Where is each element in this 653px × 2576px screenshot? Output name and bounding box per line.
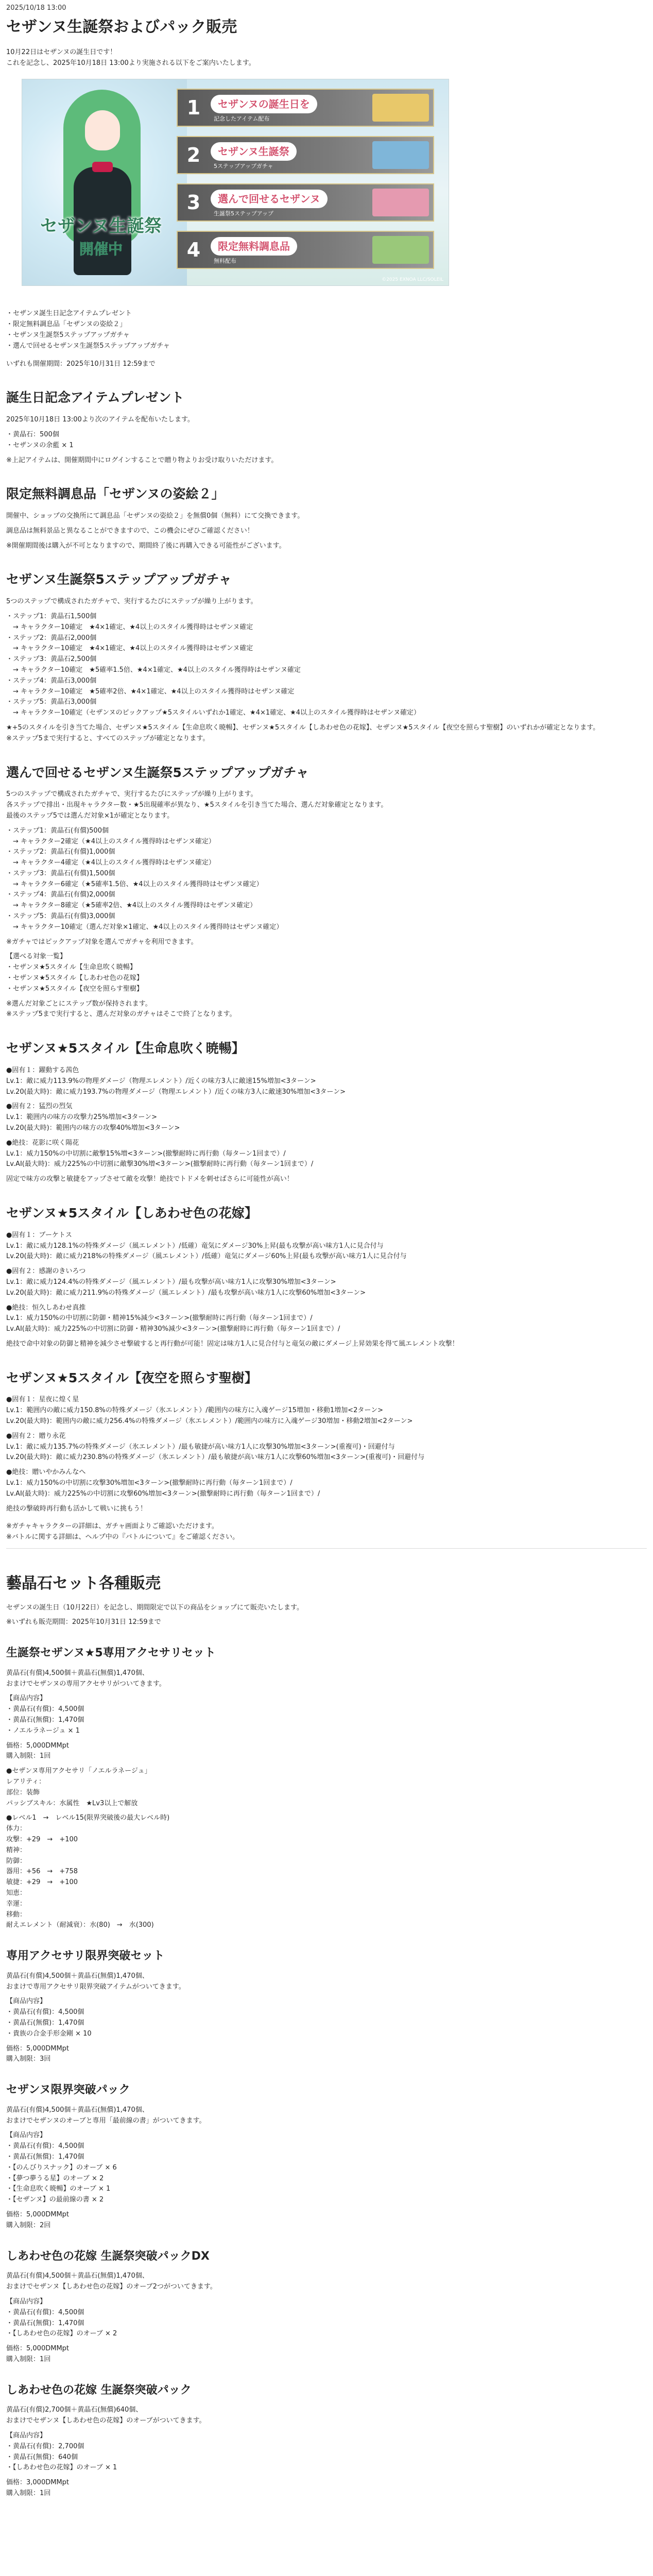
spacer	[6, 2340, 647, 2344]
spacer	[6, 1737, 647, 1741]
section-line: ・【しあわせ色の花嫁】のオーブ × 1	[6, 2464, 117, 2472]
spacer	[6, 1335, 647, 1339]
section-line: 絶技の撃破時再行動も活かして戦いに挑もう！	[6, 1504, 147, 1513]
post-date: 2025/10/18 13:00	[6, 4, 66, 12]
section-line: 【商品内容】	[6, 2431, 47, 2439]
spacer	[6, 1689, 647, 1693]
section-line: Lv.1：範囲内の味方の攻撃力25%増加<3ターン>	[6, 1113, 158, 1122]
section-heading: しあわせ色の花嫁 生誕祭突破パック	[6, 2383, 192, 2397]
note-line: ※ガチャキャラクターの詳細は、ガチャ画面よりご確認いただけます。	[6, 1522, 218, 1531]
section-line: ・ステップ1：黄晶石1,500個	[6, 613, 97, 620]
section-line: 攻撃：+29 → +100	[6, 1835, 78, 1843]
section-line: 価格：5,000DMMpt	[6, 1741, 70, 1750]
section-line: ・黄晶石(有償)：4,500個	[6, 2142, 84, 2150]
section-line: → キャラクター10確定 ★5確率1.5倍、★4×1確定、★4以上のスタイル獲得時はセザンヌ確定	[6, 666, 301, 674]
section-line: 購入制限：2回	[6, 2221, 51, 2229]
section-line: 購入制限：3回	[6, 2055, 51, 2063]
section-line: レアリティ：	[6, 1777, 46, 1786]
summary-period: いずれも開催期間：2025年10月31日 12:59まで	[6, 360, 156, 368]
event-logo-title: セザンヌ生誕祭	[40, 216, 162, 237]
section-line: ※上記アイテムは、開催期間中にログインすることで贈り物よりお受け取りいただけます。	[6, 456, 278, 464]
section-line: ●絶技：恒久しあわせ真推	[6, 1303, 86, 1312]
section-line: 購入制限：1回	[6, 1752, 51, 1760]
section-line: ・黄晶石(無償)：640個	[6, 2453, 78, 2461]
section-heading: セザンヌ生誕祭5ステップアップガチャ	[6, 572, 232, 587]
section-line: 敏捷：+29 → +100	[6, 1878, 78, 1887]
section-line: 【選べる対象一覧】	[6, 953, 67, 961]
section-line: ●絶技：贈いやかみんなへ	[6, 1468, 86, 1477]
section-line: 購入制限：1回	[6, 2355, 51, 2363]
section-heading: セザンヌ★5スタイル【生命息吹く暁暢】	[6, 1041, 245, 1056]
section-line: 【商品内容】	[6, 2131, 47, 2140]
section-line: Lv.20(最大時)：敵に威力218%の特殊ダメージ（風エレメント）/低確）竜気にダメージ60%上昇(最も攻撃が高い味方1人に見合付与	[6, 1252, 407, 1261]
section-line: 価格：5,000DMMpt	[6, 2044, 70, 2053]
spacer	[6, 1299, 647, 1303]
section-line: 黄晶石(有償)4,500個＋黄晶石(無償)1,470個、	[6, 1972, 149, 1980]
section-line: 最後のステップ5では選んだ対象×1が確定となります。	[6, 811, 174, 820]
spacer	[6, 426, 647, 430]
step-note: 記念したアイテム配布	[214, 115, 270, 123]
section	[6, 389, 647, 466]
section-heading: 限定無料調息品「セザンヌの姿絵２」	[6, 486, 225, 502]
character-ribbon	[92, 162, 113, 172]
section	[6, 1573, 647, 1628]
step-thumbnail	[372, 236, 429, 264]
section-line: 調息品は無料景品と異なることができますので、この機会にぜひご確認ください！	[6, 527, 254, 535]
section-line: ※いずれも販売期間：2025年10月31日 12:59まで	[6, 1618, 161, 1626]
section-line: ・黄晶石(有償)：4,500個	[6, 2008, 84, 2016]
spacer	[6, 1427, 647, 1431]
summary-item: ・セザンヌ誕生日記念アイテムプレゼント	[6, 310, 132, 318]
section-line: 絶技で命中対象の防御と精神を減少させ撃破すると再行動が可能！固定は味方1人に見合付与と竜気の敵にダメージ上昇効果を得て風エレメント攻撃！	[6, 1340, 459, 1348]
article-body	[6, 389, 647, 2499]
section-line: ※ステップ5まで実行すると、すべてのステップが確定となります。	[6, 734, 210, 742]
section-line: ※選んだ対象ごとにステップ数が保持されます。	[6, 999, 152, 1008]
section-line: ・貴族の合金手形金剛 × 10	[6, 2029, 92, 2038]
section-line: Lv.1：敵に威力113.9%の物理ダメージ（物理エレメント）/近くの味方3人に敵速15%増加<3ターン>	[6, 1077, 316, 1085]
section-line: ●固有２：感謝のきいろつ	[6, 1267, 86, 1276]
section-line: → キャラクター6確定（★5確率1.5倍、★4以上のスタイル獲得時はセザンヌ確定）	[6, 880, 263, 888]
section	[6, 1040, 647, 1185]
section-line: ・ステップ4：黄晶石(有償)2,000個	[6, 891, 115, 899]
spacer	[6, 1134, 647, 1138]
step-note: 5ステップアップガチャ	[214, 163, 273, 170]
section-line: Lv.20(最大時)：敵に威力230.8%の特殊ダメージ（氷エレメント）/最も敏捷が高い味方1人に攻撃60%増加<3ターン>(重複可)・回避付与	[6, 1453, 425, 1462]
section-line: ・セザンヌ★5スタイル【しあわせ色の花嫁】	[6, 974, 143, 982]
section-line: → キャラクター10確定 ★4×1確定、★4以上のスタイル獲得時はセザンヌ確定	[6, 623, 253, 631]
section-line: ●セザンヌ専用アクセサリ「ノエルラネージュ」	[6, 1767, 151, 1775]
section-line: ・ステップ1：黄晶石(有償)500個	[6, 826, 109, 835]
section-line: Lv.20(最大時)：敵に威力211.9%の特殊ダメージ（風エレメント）/最も攻撃が高い味方1人に攻撃60%増加<3ターン>	[6, 1289, 366, 1297]
spacer	[6, 1809, 647, 1813]
section-line: ●レベル1 → レベル15(限界突破後の最大レベル時)	[6, 1814, 170, 1822]
section-line: ・セザンヌの余藍 × 1	[6, 441, 74, 449]
section	[6, 1948, 647, 2065]
section-line: ・セザンヌ★5スタイル【夜空を照らす聖樹】	[6, 985, 143, 993]
section	[6, 485, 647, 551]
section-line: 部位：装飾	[6, 1788, 40, 1797]
section-heading: 生誕祭セザンヌ★5専用アクセサリセット	[6, 1647, 216, 1660]
section-line: 固定で味方の攻撃と敏捷をアップさせて敵を攻撃！絶技でトドメを刺せばさらに可能性が高い！	[6, 1175, 294, 1183]
section-line: → キャラクター10確定（選んだ対象×1確定、★4以上のスタイル獲得時はセザンヌ確定）	[6, 923, 283, 931]
section-line: 購入制限：1回	[6, 2489, 51, 2497]
spacer	[6, 2126, 647, 2130]
step-number: 4	[186, 239, 201, 262]
section-line: ・【のんびりスナック】のオーブ × 6	[6, 2163, 117, 2172]
section	[6, 1514, 647, 1549]
section-line: ・ステップ2：黄晶石(有償)1,000個	[6, 848, 115, 856]
summary-item: ・限定無料調息品「セザンヌの姿絵２」	[6, 320, 127, 329]
section	[6, 2082, 647, 2231]
spacer	[6, 1613, 647, 1617]
section-line: → キャラクター2確定（★4以上のスタイル獲得時はセザンヌ確定）	[6, 837, 215, 845]
step-number: 1	[186, 96, 201, 120]
section-line: Lv.AI(最大時)：威力225%の中切割に防御・精神30%減少<3ターン>(撤撃耐時に再行動（毎ターン1回まで）/	[6, 1325, 340, 1333]
section-line: ●絶技：花影に咲く陽花	[6, 1139, 79, 1147]
section-line: ・ステップ3：黄晶石2,500個	[6, 655, 97, 664]
section	[6, 2249, 647, 2365]
section-line: 移動：	[6, 1910, 27, 1919]
section-heading: 藝晶石セット各種販売	[6, 1574, 161, 1592]
step-note: 生誕祭5ステップアップ	[214, 210, 274, 217]
step-thumbnail	[372, 94, 429, 122]
section-line: おまけでセザンヌの専用アクセサリがついてきます。	[6, 1680, 166, 1688]
section-line: 5つのステップで構成されたガチャで、実行するたびにステップが繰り上がります。	[6, 790, 257, 799]
section-line: ・【生命息吹く暁暢】のオーブ × 1	[6, 2185, 111, 2193]
section-line: Lv.20(最大時)：範囲内の敵に威力256.4%の特殊ダメージ（氷エレメント）/範囲内の味方に入魂ゲージ30増加・移動2増加<2ターン>	[6, 1417, 413, 1426]
section-line: 幸運：	[6, 1900, 27, 1908]
section-line: ・ステップ5：黄晶石3,000個	[6, 698, 97, 706]
section-line: おまけでセザンヌのオーブと専用「最前線の書」がついてきます。	[6, 2116, 206, 2125]
section-heading: 誕生日記念アイテムプレゼント	[6, 390, 184, 405]
section-line: ・黄晶石(有償)：4,500個	[6, 1705, 84, 1714]
step-label: 限定無料調息品	[211, 237, 297, 256]
section	[6, 1369, 647, 1515]
section-line: Lv.1：敵に威力128.1%の特殊ダメージ（風エレメント）/低確）竜気にダメージ30%上昇(最も攻撃が高い味方1人に見合付与	[6, 1242, 384, 1250]
step-label: セザンヌの誕生日を	[211, 95, 317, 113]
section-line: 精神：	[6, 1846, 27, 1854]
section-line: ・黄晶石(無償)：1,470個	[6, 2319, 84, 2327]
step-thumbnail	[372, 189, 429, 216]
section-line: ・黄晶石(有償)：2,700個	[6, 2442, 84, 2450]
section	[6, 1205, 647, 1350]
spacer	[6, 933, 647, 937]
section-line: ・【しあわせ色の花嫁】のオーブ × 2	[6, 2330, 117, 2338]
section-line: ・セザンヌ★5スタイル【生命息吹く暁暢】	[6, 963, 136, 972]
section-line: Lv.1：敵に威力135.7%の特殊ダメージ（氷エレメント）/最も敏捷が高い味方1人に攻撃30%増加<3ターン>(重複可)・回避付与	[6, 1443, 395, 1451]
section-line: ●固有２：贈り永花	[6, 1432, 66, 1440]
event-logo	[37, 212, 165, 269]
spacer	[6, 2206, 647, 2210]
section-line: ・【セザンヌ】の最前線の書 × 2	[6, 2196, 104, 2204]
event-logo-subtitle: 開催中	[79, 241, 123, 258]
section-line: ★+5のスタイルを引き当てた場合、セザンヌ★5スタイル【生命息吹く暁暢】、セザンヌ★5スタイル【しあわせ色の花嫁】、セザンヌ★5スタイル【夜空を照らす聖樹】のいずれかが確定となります。	[6, 723, 600, 732]
section-line: 各ステップで排出・出現キャラクター数・★5出現確率が異なり、★5スタイルを引き当てた場合、選んだ対象確定となります。	[6, 801, 388, 809]
section-line: おまけでセザンヌ【しあわせ色の花嫁】のオーブがついてきます。	[6, 2417, 206, 2425]
spacer	[6, 537, 647, 541]
event-banner[interactable]	[22, 79, 449, 286]
section-line: ・【夢つ夢うる星】のオーブ × 2	[6, 2174, 104, 2182]
section-line: Lv.1：敵に威力124.4%の特殊ダメージ（風エレメント）/最も攻撃が高い味方1人に攻撃30%増加<3ターン>	[6, 1278, 336, 1286]
spacer	[6, 1762, 647, 1766]
spacer	[6, 2293, 647, 2297]
banner-step-2[interactable]	[177, 136, 434, 174]
section-line: ・黄晶石(無償)：1,470個	[6, 2019, 84, 2027]
spacer	[6, 1262, 647, 1266]
section-line: → キャラクター10確定 ★4×1確定、★4以上のスタイル獲得時はセザンヌ確定	[6, 645, 253, 653]
section-line: → キャラクター4確定（★4以上のスタイル獲得時はセザンヌ確定）	[6, 859, 215, 867]
spacer	[6, 2040, 647, 2044]
step-number: 2	[186, 144, 201, 167]
section-line: Lv.1：威力150%の中切割に防御・精神15%減少<3ターン>(撤撃耐時に再行動（毎ターン1回まで）/	[6, 1314, 313, 1323]
spacer	[6, 1463, 647, 1467]
section-line: ●固有１：躍動する茜色	[6, 1066, 79, 1074]
character-face	[85, 110, 120, 150]
spacer	[6, 2473, 647, 2478]
section-line: セザンヌの誕生日（10月22日）を記念し、期間限定で以下の商品をショップにて販売いたします。	[6, 1603, 304, 1612]
section-line: 黄晶石(有償)4,500個＋黄晶石(無償)1,470個、	[6, 2272, 149, 2280]
banner-copyright: ©2025 EXNOA LLC/SOLEIL	[382, 277, 443, 282]
banner-step-3[interactable]	[177, 183, 434, 222]
banner-step-4[interactable]	[177, 231, 434, 269]
section-line: 黄晶石(有償)4,500個＋黄晶石(無償)1,470個、	[6, 2106, 149, 2114]
section-heading: 専用アクセサリ限界突破セット	[6, 1950, 165, 1963]
section-line: 開催中、ショップの交換所にて調息品「セザンヌの姿絵２」を無償0個（無料）にて交換できます。	[6, 512, 304, 520]
section	[6, 571, 647, 744]
spacer	[6, 607, 647, 612]
spacer	[6, 2427, 647, 2431]
section	[6, 1646, 647, 1931]
section-line: 【商品内容】	[6, 1694, 47, 1703]
section-line: 知恵：	[6, 1889, 27, 1897]
section-line: ・ステップ5：黄晶石(有償)3,000個	[6, 912, 115, 921]
section-line: 5つのステップで構成されたガチャで、実行するたびにステップが繰り上がります。	[6, 598, 257, 606]
section-line: Lv.1：範囲内の敵に威力150.8%の特殊ダメージ（氷エレメント）/範囲内の味方に入魂ゲージ15増加・移動1増加<2ターン>	[6, 1406, 383, 1415]
spacer	[6, 451, 647, 455]
section-line: Lv.AI(最大時)：威力225%の中切割に攻撃60%増加<3ターン>(撤撃耐時に再行動（毎ターン1回まで）/	[6, 1489, 320, 1498]
section-line: ・ステップ4：黄晶石3,000個	[6, 676, 97, 685]
section-line: ・ステップ2：黄晶石2,000個	[6, 634, 97, 642]
section-line: ・黄晶石(無償)：1,470個	[6, 2153, 84, 2161]
step-number: 3	[186, 191, 201, 214]
section-line: 価格：5,000DMMpt	[6, 2345, 70, 2353]
section-line: 耐えエレメント（耐減衰）：水(80) → 水(300)	[6, 1921, 154, 1929]
step-note: 無料配布	[214, 258, 236, 265]
section-line: 体力：	[6, 1825, 27, 1833]
banner-step-1[interactable]	[177, 89, 434, 127]
summary-item: ・セザンヌ生誕祭5ステップアップガチャ	[6, 331, 130, 339]
section-line: ※開催期間後は購入が不可となりますので、期間終了後に再購入できる可能性がございます。	[6, 541, 286, 550]
section-line: ・黄晶石(有償)：4,500個	[6, 2308, 84, 2316]
spacer	[6, 1170, 647, 1174]
section-heading: セザンヌ限界突破パック	[6, 2083, 130, 2097]
step-thumbnail	[372, 141, 429, 169]
section	[6, 764, 647, 1021]
section-line: 【商品内容】	[6, 2297, 47, 2306]
note-line: ※バトルに関する詳細は、ヘルプ中の『バトルについて』をご確認ください。	[6, 1533, 239, 1541]
spacer	[6, 719, 647, 723]
section-line: Lv.AI(最大時)：威力225%の中切割に敵撃30%増<3ターン>(撤撃耐時に再行動（毎ターン1回まで）/	[6, 1160, 314, 1168]
section-line: Lv.20(最大時)：敵に威力193.7%の物理ダメージ（物理エレメント）/近くの味方3人に敵速30%増加<3ターン>	[6, 1088, 346, 1096]
section-line: 黄晶石(有償)2,700個＋黄晶石(無償)640個、	[6, 2406, 143, 2414]
section-line: 【商品内容】	[6, 1997, 47, 2006]
step-label: 選んで回せるセザンヌ	[211, 190, 328, 208]
section-line: → キャラクター10確定（セザンヌのピックアップ★5スタイルいずれか1確定、★4×1確定、★4以上のスタイル獲得時はセザンヌ確定）	[6, 709, 421, 717]
section-line: 防御：	[6, 1857, 27, 1865]
spacer	[6, 522, 647, 526]
intro	[6, 47, 647, 69]
spacer	[6, 1992, 647, 1996]
intro-line: 10月22日はセザンヌの誕生日です！	[6, 48, 117, 56]
spacer	[6, 822, 647, 826]
section-line: ・ステップ3：黄晶石(有償)1,500個	[6, 869, 115, 877]
section-line: ●固有２：猛烈の烈気	[6, 1103, 73, 1111]
summary-list	[6, 309, 647, 351]
section-line: ※ステップ5まで実行すると、選んだ対象のガチャはそこで終了となります。	[6, 1010, 236, 1019]
summary-item: ・選んで回せるセザンヌ生誕祭5ステップアップガチャ	[6, 342, 170, 350]
section-line: 価格：5,000DMMpt	[6, 2211, 70, 2219]
section-line: ・黄晶石：500個	[6, 430, 59, 438]
section-line: ※ガチャではピックアップ対象を選んでガチャを利用できます。	[6, 938, 198, 946]
step-label: セザンヌ生誕祭	[211, 142, 297, 161]
section-heading: セザンヌ★5スタイル【しあわせ色の花嫁】	[6, 1205, 257, 1221]
section-line: ・ノエルラネージュ × 1	[6, 1726, 80, 1735]
section-line: ・黄晶石(無償)：1,470個	[6, 1716, 84, 1724]
page-title: セザンヌ生誕祭およびパック販売	[6, 18, 237, 36]
section-line: パッシブスキル：水属性 ★Lv3以上で解放	[6, 1799, 138, 1807]
section-line: おまけでセザンヌ【しあわせ色の花嫁】のオーブ2つがついてきます。	[6, 2283, 217, 2291]
spacer	[6, 995, 647, 999]
section-line: → キャラクター10確定 ★5確率2倍、★4×1確定、★4以上のスタイル獲得時はセザンヌ確定	[6, 687, 295, 696]
spacer	[6, 947, 647, 952]
section-heading: セザンヌ★5スタイル【夜空を照らす聖樹】	[6, 1370, 257, 1385]
section-line: ●固有１：星夜に煌く星	[6, 1396, 79, 1404]
section-line: 器用：+56 → +758	[6, 1868, 78, 1876]
section-heading: しあわせ色の花嫁 生誕祭突破パックDX	[6, 2249, 210, 2263]
divider	[6, 1548, 647, 1549]
section-line: 2025年10月18日 13:00より次のアイテムを配布いたします。	[6, 416, 194, 424]
section-line: おまけで専用アクセサリ限界突破アイテムがついてきます。	[6, 1982, 185, 1991]
section-line: ●固有１：ブーケトス	[6, 1231, 72, 1239]
section-line: → キャラクター8確定（★5確率2倍、★4以上のスタイル獲得時はセザンヌ確定）	[6, 902, 257, 910]
section-line: Lv.1：威力150%の中切割に攻撃30%増加<3ターン>(撤撃耐時に再行動（毎ターン1回まで）/	[6, 1479, 293, 1487]
intro-line: これを記念し、2025年10月18日 13:00より実施される以下をご案内いたします。	[6, 59, 255, 67]
section-line: Lv.20(最大時)：範囲内の味方の攻撃40%増加<3ターン>	[6, 1124, 180, 1132]
section-line: Lv.1：威力150%の中切割に敵撃15%増<3ターン>(撤撃耐時に再行動（毎ターン1回まで）/	[6, 1149, 286, 1158]
spacer	[6, 1097, 647, 1101]
section	[6, 2383, 647, 2499]
section-line: 価格：3,000DMMpt	[6, 2479, 70, 2487]
section-line: 黄晶石(有償)4,500個＋黄晶石(無償)1,470個、	[6, 1669, 149, 1677]
spacer	[6, 1500, 647, 1504]
section-heading: 選んで回せるセザンヌ生誕祭5ステップアップガチャ	[6, 765, 309, 780]
